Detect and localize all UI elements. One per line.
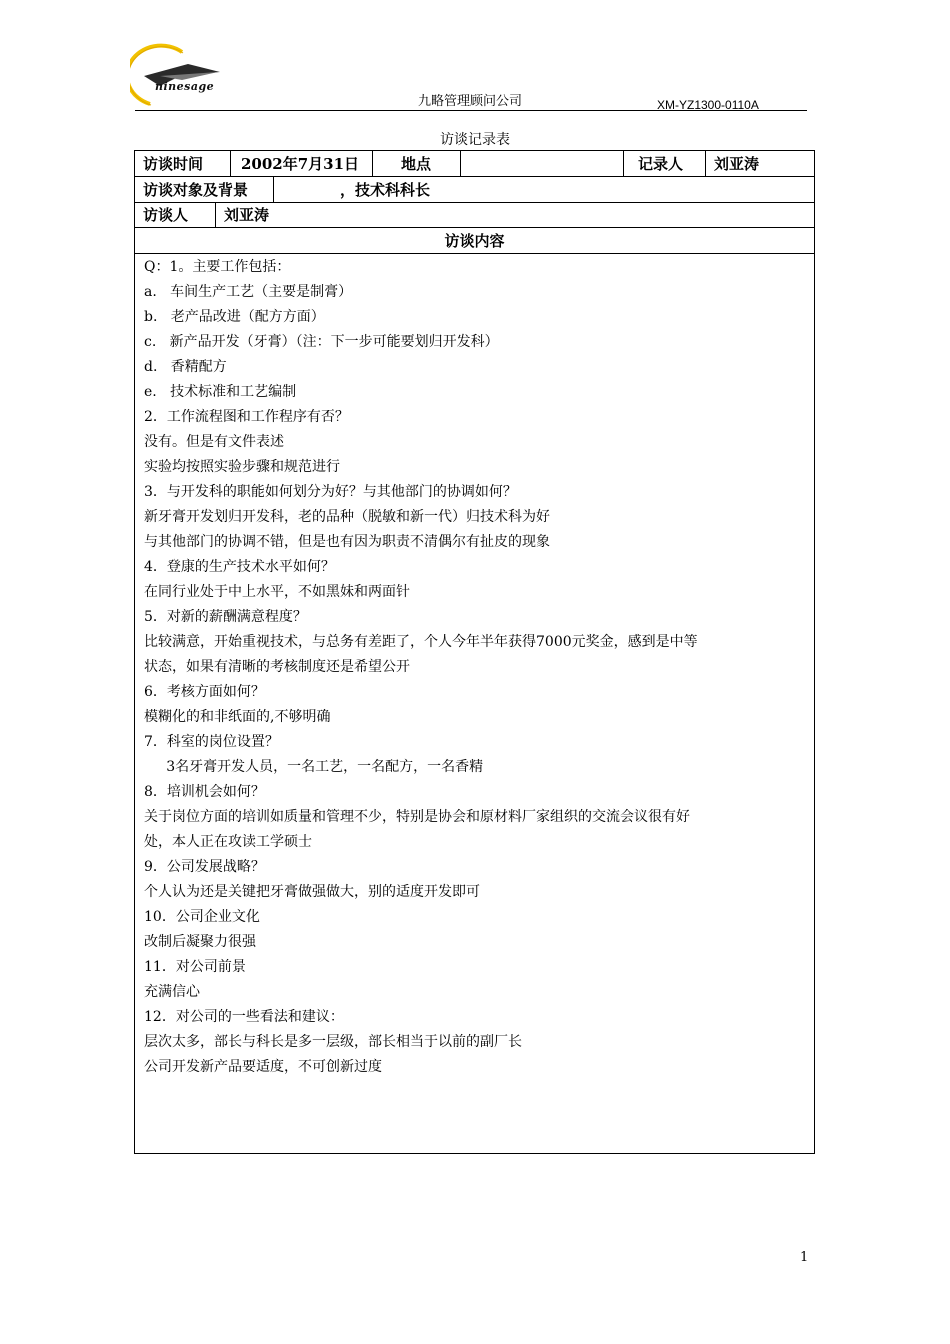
subject-label: 访谈对象及背景 <box>143 180 249 199</box>
content-line: 状态，如果有清晰的考核制度还是希望公开 <box>144 659 410 675</box>
subject-value: ，技术科科长 <box>273 176 814 202</box>
content-line: 没有。但是有文件表述 <box>144 434 284 450</box>
interviewer-value: 刘亚涛 <box>215 202 814 227</box>
row-time-place-recorder <box>135 151 814 177</box>
content-line: 充满信心 <box>144 984 200 1000</box>
interview-content <box>144 255 810 1080</box>
content-header: 访谈内容 <box>444 231 505 250</box>
content-line: 9．公司发展战略？ <box>144 859 265 875</box>
content-line: 新牙膏开发划归开发科，老的品种（脱敏和新一代）归技术科为好 <box>144 509 550 525</box>
content-line: Q：1。主要工作包括： <box>144 259 291 275</box>
logo-text: ninesage <box>155 80 215 93</box>
content-line: c. 新产品开发（牙膏）（注：下一步可能要划归开发科） <box>144 334 499 350</box>
row-interviewer <box>135 202 814 228</box>
recorder-label: 记录人 <box>623 151 705 176</box>
interviewer-label: 访谈人 <box>143 206 189 224</box>
content-line: 12．对公司的一些看法和建议： <box>144 1009 344 1025</box>
content-line: 3．与开发科的职能如何划分为好？与其他部门的协调如何？ <box>144 484 517 500</box>
content-line: 3名牙膏开发人员，一名工艺，一名配方，一名香精 <box>144 759 484 775</box>
place-label: 地点 <box>372 151 460 176</box>
content-line: d. 香精配方 <box>144 359 227 375</box>
content-line: 改制后凝聚力很强 <box>144 934 256 950</box>
content-line: 5．对新的薪酬满意程度？ <box>144 609 307 625</box>
row-content-header <box>135 227 814 254</box>
content-line: 关于岗位方面的培训如质量和管理不少，特别是协会和原材料厂家组织的交流会议很有好 <box>144 809 690 825</box>
header-divider <box>135 110 807 111</box>
content-line: 处，本人正在攻读工学硕士 <box>144 834 312 850</box>
content-line: 4．登康的生产技术水平如何？ <box>144 559 335 575</box>
content-line: e. 技术标准和工艺编制 <box>144 384 297 400</box>
content-line: 比较满意，开始重视技术，与总务有差距了，个人今年半年获得7000元奖金，感到是中等 <box>144 634 698 650</box>
content-line: 公司开发新产品要适度，不可创新过度 <box>144 1059 382 1075</box>
row-subject <box>135 176 814 203</box>
content-line: 模糊化的和非纸面的,不够明确 <box>144 709 331 725</box>
content-line: 个人认为还是关键把牙膏做强做大，别的适度开发即可 <box>144 884 480 900</box>
content-line: b. 老产品改进（配方方面） <box>144 309 325 325</box>
place-value <box>460 151 623 176</box>
interview-record-table <box>134 150 815 1154</box>
recorder-value: 刘亚涛 <box>705 151 814 176</box>
form-title: 访谈记录表 <box>440 132 510 148</box>
content-line: 与其他部门的协调不错，但是也有因为职责不清偶尔有扯皮的现象 <box>144 534 550 550</box>
company-name: 九略管理顾问公司 <box>418 94 523 109</box>
time-value: 2002年7月31日 <box>230 151 372 176</box>
document-number: XM-YZ1300-0110A <box>657 98 759 112</box>
content-line: 6．考核方面如何？ <box>144 684 265 700</box>
content-line: 层次太多，部长与科长是多一层级，部长相当于以前的副厂长 <box>144 1034 522 1050</box>
page-number: 1 <box>800 1250 809 1265</box>
content-line: 在同行业处于中上水平，不如黑妹和两面针 <box>144 584 410 600</box>
content-line: 7．科室的岗位设置？ <box>144 734 279 750</box>
content-line: a. 车间生产工艺（主要是制膏） <box>144 284 353 300</box>
content-line: 10．公司企业文化 <box>144 909 260 925</box>
ninesage-logo <box>130 42 230 112</box>
content-line: 11．对公司前景 <box>144 959 246 975</box>
content-line: 实验均按照实验步骤和规范进行 <box>144 459 340 475</box>
content-line: 2．工作流程图和工作程序有否？ <box>144 409 349 425</box>
content-line: 8．培训机会如何？ <box>144 784 265 800</box>
time-label: 访谈时间 <box>143 155 204 173</box>
